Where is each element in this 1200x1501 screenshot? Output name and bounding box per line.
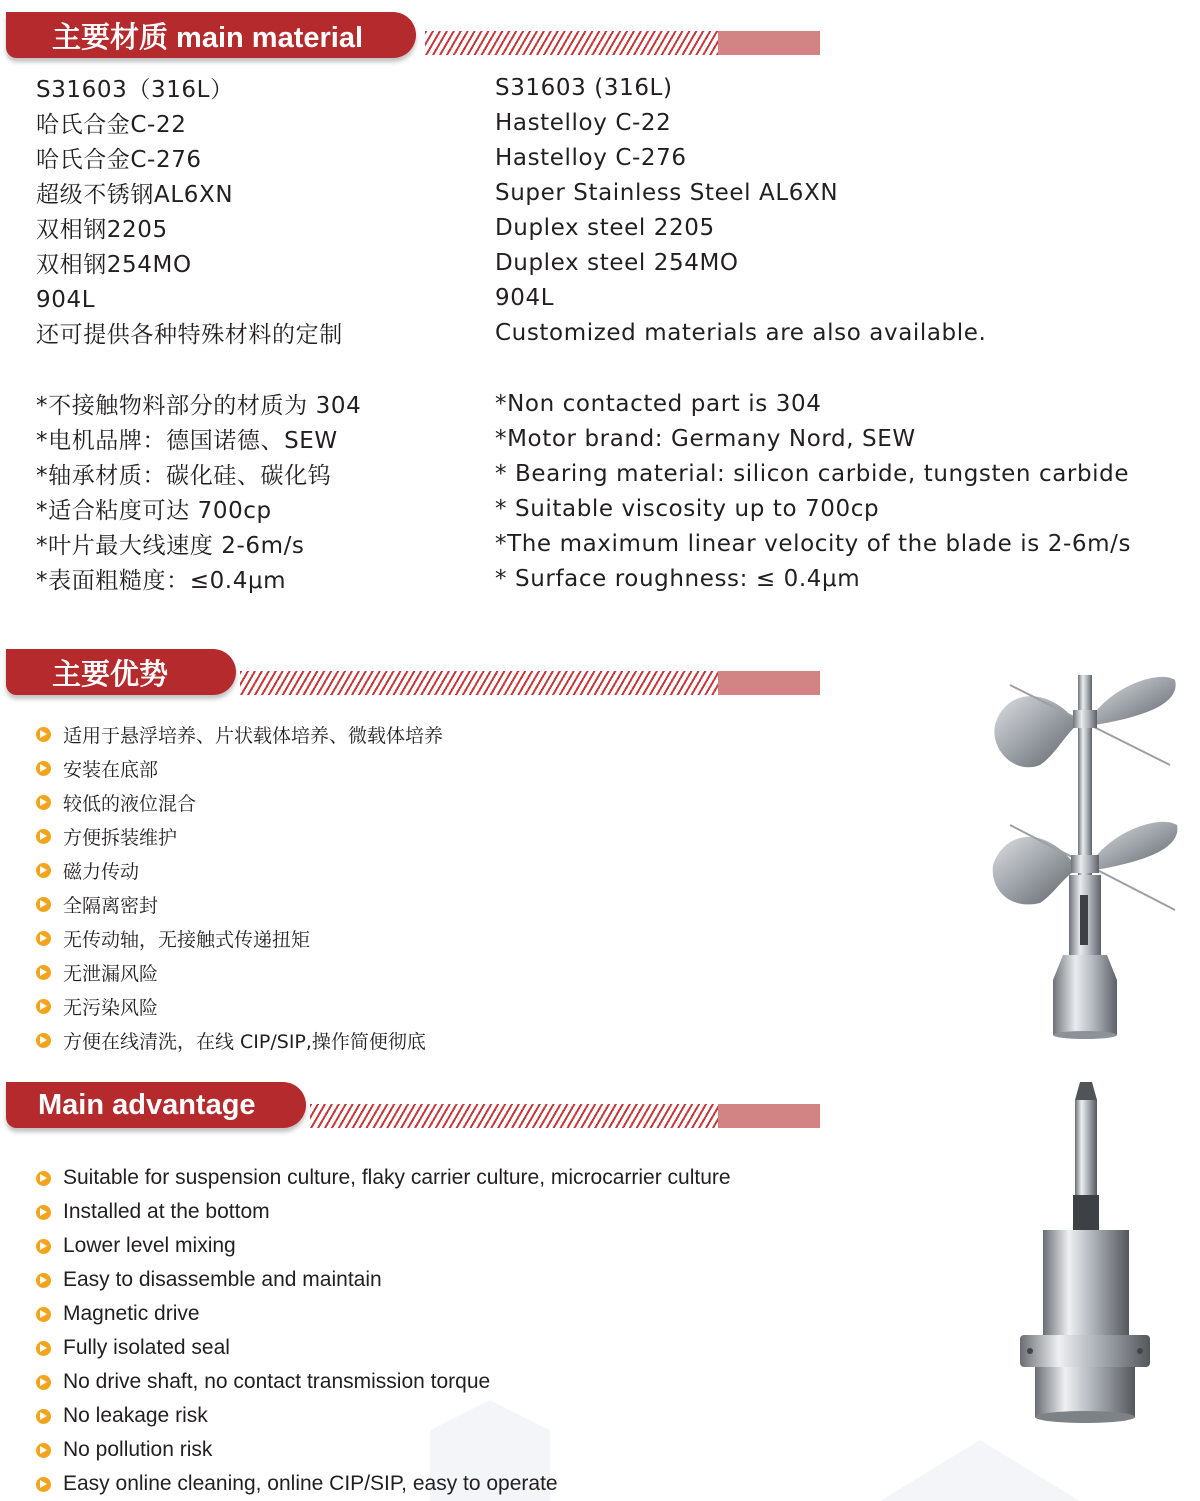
advantage-zh-text: 方便在线清洗，在线 CIP/SIP,操作简便彻底 [63,1030,426,1053]
list-item [36,1331,731,1365]
play-bullet-icon [36,829,51,844]
play-bullet-icon [36,863,51,878]
decorative-bar [718,31,820,55]
advantages-zh-list [36,717,443,1057]
material-en-item: Duplex steel 254MO [495,250,739,276]
advantage-en-text: Easy to disassemble and maintain [63,1268,382,1291]
decorative-bar [718,671,820,695]
list-item [36,1365,731,1399]
decorative-bar [718,1104,820,1128]
list-item [36,1433,731,1467]
list-item [36,1229,731,1263]
list-item [36,785,443,819]
note-zh-item: *表面粗糙度：≤0.4μm [36,568,287,594]
advantage-zh-header-title: 主要优势 [52,658,169,691]
advantage-zh-text: 全隔离密封 [63,894,159,917]
note-zh-item: *适合粘度可达 700cp [36,498,272,524]
list-item [36,1399,731,1433]
list-item [36,1195,731,1229]
play-bullet-icon [36,1341,51,1356]
advantage-en-header-title: Main advantage [38,1088,256,1121]
play-bullet-icon [36,1477,51,1492]
play-bullet-icon [36,1409,51,1424]
advantage-zh-text: 较低的液位混合 [63,792,197,815]
play-bullet-icon [36,727,51,742]
material-en-item: S31603 (316L) [495,75,673,101]
material-section-header [0,12,820,66]
material-header-pill [6,12,416,58]
background-triangle [880,1440,1080,1501]
material-zh-item: 双相钢254MO [36,252,192,278]
note-en-item: * Bearing material: silicon carbide, tungsten carbide [495,461,1130,487]
list-item [36,717,443,751]
note-en-item: *The maximum linear velocity of the blade is 2-6m/s [495,531,1132,557]
advantage-en-text: Magnetic drive [63,1302,200,1325]
play-bullet-icon [36,1443,51,1458]
material-zh-item: 双相钢2205 [36,217,168,243]
advantage-en-text: Lower level mixing [63,1234,236,1257]
note-zh-item: *叶片最大线速度 2-6m/s [36,533,305,559]
note-en-item: * Surface roughness: ≤ 0.4μm [495,566,861,592]
magnetic-drive-product-image [1015,1080,1155,1430]
note-zh-item: *不接触物料部分的材质为 304 [36,393,362,419]
advantage-zh-text: 无泄漏风险 [63,962,159,985]
impeller-product-image [985,665,1185,1045]
material-header-title: 主要材质 main material [52,21,364,54]
advantage-zh-text: 安装在底部 [63,758,159,781]
play-bullet-icon [36,1239,51,1254]
material-en-item: Customized materials are also available. [495,320,987,346]
advantage-zh-text: 适用于悬浮培养、片状载体培养、微载体培养 [63,724,444,747]
advantage-en-text: Fully isolated seal [63,1336,230,1359]
play-bullet-icon [36,931,51,946]
advantage-zh-text: 无传动轴，无接触式传递扭矩 [63,928,311,951]
list-item [36,1297,731,1331]
play-bullet-icon [36,1375,51,1390]
list-item [36,921,443,955]
material-zh-item: 哈氏合金C-276 [36,147,202,173]
material-en-item: Hastelloy C-22 [495,110,672,136]
note-en-item: * Suitable viscosity up to 700cp [495,496,880,522]
play-bullet-icon [36,1273,51,1288]
advantage-en-text: Suitable for suspension culture, flaky carrier culture, microcarrier culture [63,1166,731,1189]
note-zh-item: *电机品牌：德国诺德、SEW [36,428,338,454]
advantage-en-section-header [0,1082,820,1136]
advantage-zh-header-pill [6,649,236,695]
play-bullet-icon [36,1171,51,1186]
advantages-en-list [36,1161,731,1501]
material-zh-item: S31603（316L） [36,77,234,103]
advantage-zh-section-header [0,649,820,703]
material-en-item: 904L [495,285,555,311]
advantage-zh-text: 磁力传动 [63,860,140,883]
play-bullet-icon [36,795,51,810]
advantage-en-text: Installed at the bottom [63,1200,270,1223]
play-bullet-icon [36,897,51,912]
list-item [36,819,443,853]
list-item [36,1263,731,1297]
play-bullet-icon [36,1033,51,1048]
list-item [36,751,443,785]
advantage-zh-text: 无污染风险 [63,996,159,1019]
advantage-en-text: No leakage risk [63,1404,208,1427]
list-item [36,853,443,887]
materials-en-column [495,71,1131,597]
advantage-en-header-pill [6,1082,306,1128]
material-zh-item: 哈氏合金C-22 [36,112,187,138]
decorative-stripes [310,1104,720,1128]
advantage-en-text: No drive shaft, no contact transmission torque [63,1370,491,1393]
list-item [36,989,443,1023]
note-en-item: *Motor brand: Germany Nord, SEW [495,426,916,452]
material-zh-item: 还可提供各种特殊材料的定制 [36,322,343,348]
material-zh-item: 超级不锈钢AL6XN [36,182,234,208]
decorative-stripes [425,31,720,55]
play-bullet-icon [36,965,51,980]
list-item [36,887,443,921]
list-item [36,1467,731,1501]
note-zh-item: *轴承材质：碳化硅、碳化钨 [36,463,332,489]
materials-zh-column [36,73,361,599]
play-bullet-icon [36,1307,51,1322]
list-item [36,955,443,989]
material-en-item: Duplex steel 2205 [495,215,715,241]
advantage-en-text: No pollution risk [63,1438,213,1461]
play-bullet-icon [36,1205,51,1220]
material-en-item: Hastelloy C-276 [495,145,687,171]
list-item [36,1023,443,1057]
material-zh-item: 904L [36,287,96,313]
advantage-en-text: Easy online cleaning, online CIP/SIP, easy to operate [63,1472,558,1495]
advantage-zh-text: 方便拆装维护 [63,826,178,849]
list-item [36,1161,731,1195]
material-en-item: Super Stainless Steel AL6XN [495,180,839,206]
decorative-stripes [240,671,720,695]
play-bullet-icon [36,999,51,1014]
note-en-item: *Non contacted part is 304 [495,391,822,417]
play-bullet-icon [36,761,51,776]
